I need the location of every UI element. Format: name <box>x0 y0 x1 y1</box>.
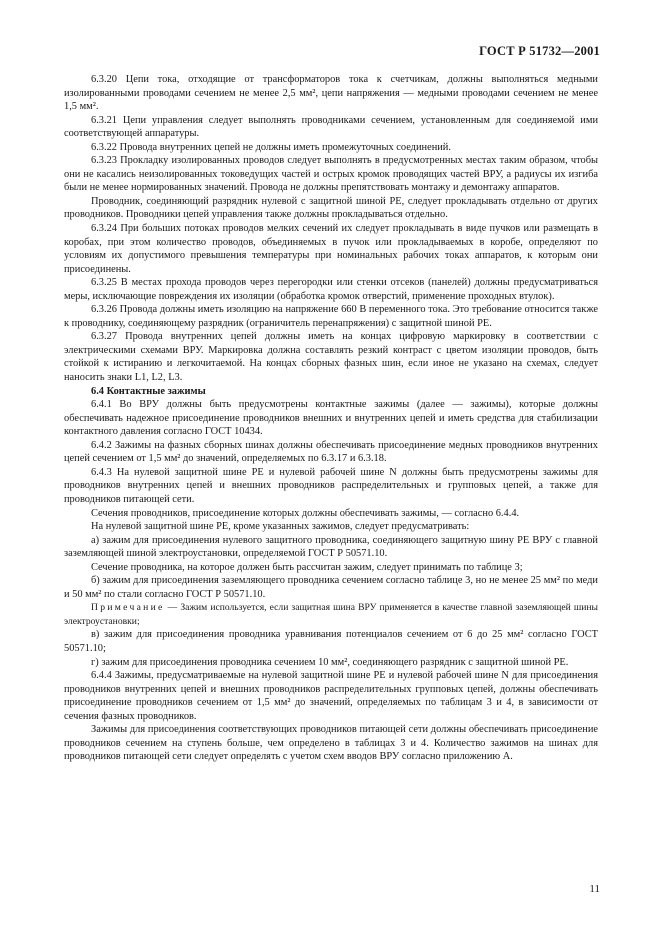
paragraph: Сечения проводников, присоединение которых должны обеспечивать зажимы, — согласно 6.4.4. <box>91 507 520 519</box>
note-text: — Зажим используется, если защитная шина ВРУ применяется в качестве главной заземляющей шины электроустановки; <box>64 602 598 627</box>
paragraph: 6.4.1 Во ВРУ должны быть предусмотрены контактные зажимы (далее — зажимы), которые должны обеспечивать надежное присоединение проводников внешних и внутренних цепей и иметь средства для стабилизации контактного давления согласно ГОСТ 10434. <box>64 399 598 438</box>
list-item: а) зажим для присоединения нулевого защитного проводника, соединяющего защитную шину PE ВРУ с главной заземляющей шиной электроустановки, определяемой ГОСТ Р 50571.10. <box>64 534 598 560</box>
paragraph: 6.3.23 Прокладку изолированных проводов следует выполнять в предусмотренных местах таким образом, чтобы они не касались неизолированных токоведущих частей и острых кромок проводящих частей ВРУ, а радиусы их изгиба были не менее нормированных значений. Провода не должны препятствовать монтажу и демонтажу аппаратов. <box>64 155 598 194</box>
paragraph: 6.4.3 На нулевой защитной шине PE и нулевой рабочей шине N должны быть предусмотрены зажимы для проводников внутренних цепей и внешних проводников распределительных и групповых цепей, а также для проводников питающей сети. <box>64 466 598 505</box>
paragraph: 6.3.27 Провода внутренних цепей должны иметь на концах цифровую маркировку в соответствии с электрическими схемами ВРУ. Маркировка должна составлять резкий контраст с цветом изоляции проводов, быть стойкой к истиранию и легкочитаемой. На концах сборных фазных шин, если иное не указано на схемах, следует наносить знаки L1, L2, L3. <box>64 331 598 384</box>
body-text <box>64 73 598 764</box>
list-item: б) зажим для присоединения заземляющего проводника сечением согласно таблице 3, но не менее 25 мм² по меди и 50 мм² по стали согласно ГОСТ Р 50571.10. <box>64 575 598 600</box>
note <box>64 601 598 628</box>
paragraph: 6.3.21 Цепи управления следует выполнять проводниками сечением, установленным для соединяемой ими соответствующей аппаратуры. <box>64 114 598 140</box>
paragraph: 6.3.22 Провода внутренних цепей не должны иметь промежуточных соединений. <box>91 141 451 153</box>
paragraph: 6.3.24 При больших потоках проводов мелких сечений их следует прокладывать в виде пучков или размещать в коробах, при этом количество проводов, объединяемых в пучок или прокладываемых в коробе, определяют по условиям их допустимого превышения температуры при номинальных рабочих токах аппаратов, к которым они присоединены. <box>64 223 598 275</box>
paragraph: 6.4.4 Зажимы, предусматриваемые на нулевой защитной шине PE и нулевой рабочей шине N для присоединения проводников внутренних цепей и внешних проводников распределительных групповых цепей, должны обеспечивать присоединение проводников сечением от 1,5 мм² до значений, определяемых по таблицам 3 и 4, в зависимости от сечения фазных проводников. <box>64 670 598 722</box>
page-number: 11 <box>589 883 600 895</box>
document-code-header: ГОСТ Р 51732—2001 <box>479 44 600 58</box>
paragraph: 6.3.20 Цепи тока, отходящие от трансформаторов тока к счетчикам, должны выполняться медными изолированными проводами сечением не менее 2,5 мм², цепи напряжения — медными проводами сечением не менее 1,5 мм². <box>64 74 598 113</box>
paragraph: Сечение проводника, на которое должен быть рассчитан зажим, следует принимать по таблице 3; <box>91 561 523 573</box>
paragraph: Зажимы для присоединения соответствующих проводников питающей сети должны обеспечивать присоединение проводников сечением на ступень больше, чем определено в таблицах 3 и 4. Количество зажимов на шинах для проводников питающей сети следует определять с учетом схем вводов ВРУ согласно приложению А. <box>64 724 598 763</box>
list-item: г) зажим для присоединения проводника сечением 10 мм², соединяющего разрядник с защитной шиной PE. <box>91 656 569 668</box>
list-item: в) зажим для присоединения проводника уравнивания потенциалов сечением от 6 до 25 мм² согласно ГОСТ 50571.10; <box>64 629 598 654</box>
paragraph: На нулевой защитной шине PE, кроме указанных зажимов, следует предусматривать: <box>91 521 470 533</box>
paragraph: 6.3.25 В местах прохода проводов через перегородки или стенки отсеков (панелей) должны предусматриваться меры, исключающие повреждения их изоляции (обработка кромок отверстий, применение проходных втулок). <box>64 277 598 302</box>
paragraph: 6.4.2 Зажимы на фазных сборных шинах должны обеспечивать присоединение медных проводников внутренних цепей сечением от 1,5 мм² до значений, определяемых по 6.3.17 и 6.3.18. <box>64 439 598 465</box>
note-label: Примечание <box>91 602 165 614</box>
section-heading: 6.4 Контактные зажимы <box>91 385 206 397</box>
paragraph: 6.3.26 Провода должны иметь изоляцию на напряжение 660 В переменного тока. Это требование относится также к проводнику, соединяющему разрядник (ограничитель перенапряжения) с защитной шиной PE. <box>64 304 598 329</box>
paragraph: Проводник, соединяющий разрядник нулевой с защитной шиной PE, следует прокладывать отдельно от других проводников. Проводники цепей управления также должны прокладываться отдельно. <box>64 195 598 221</box>
